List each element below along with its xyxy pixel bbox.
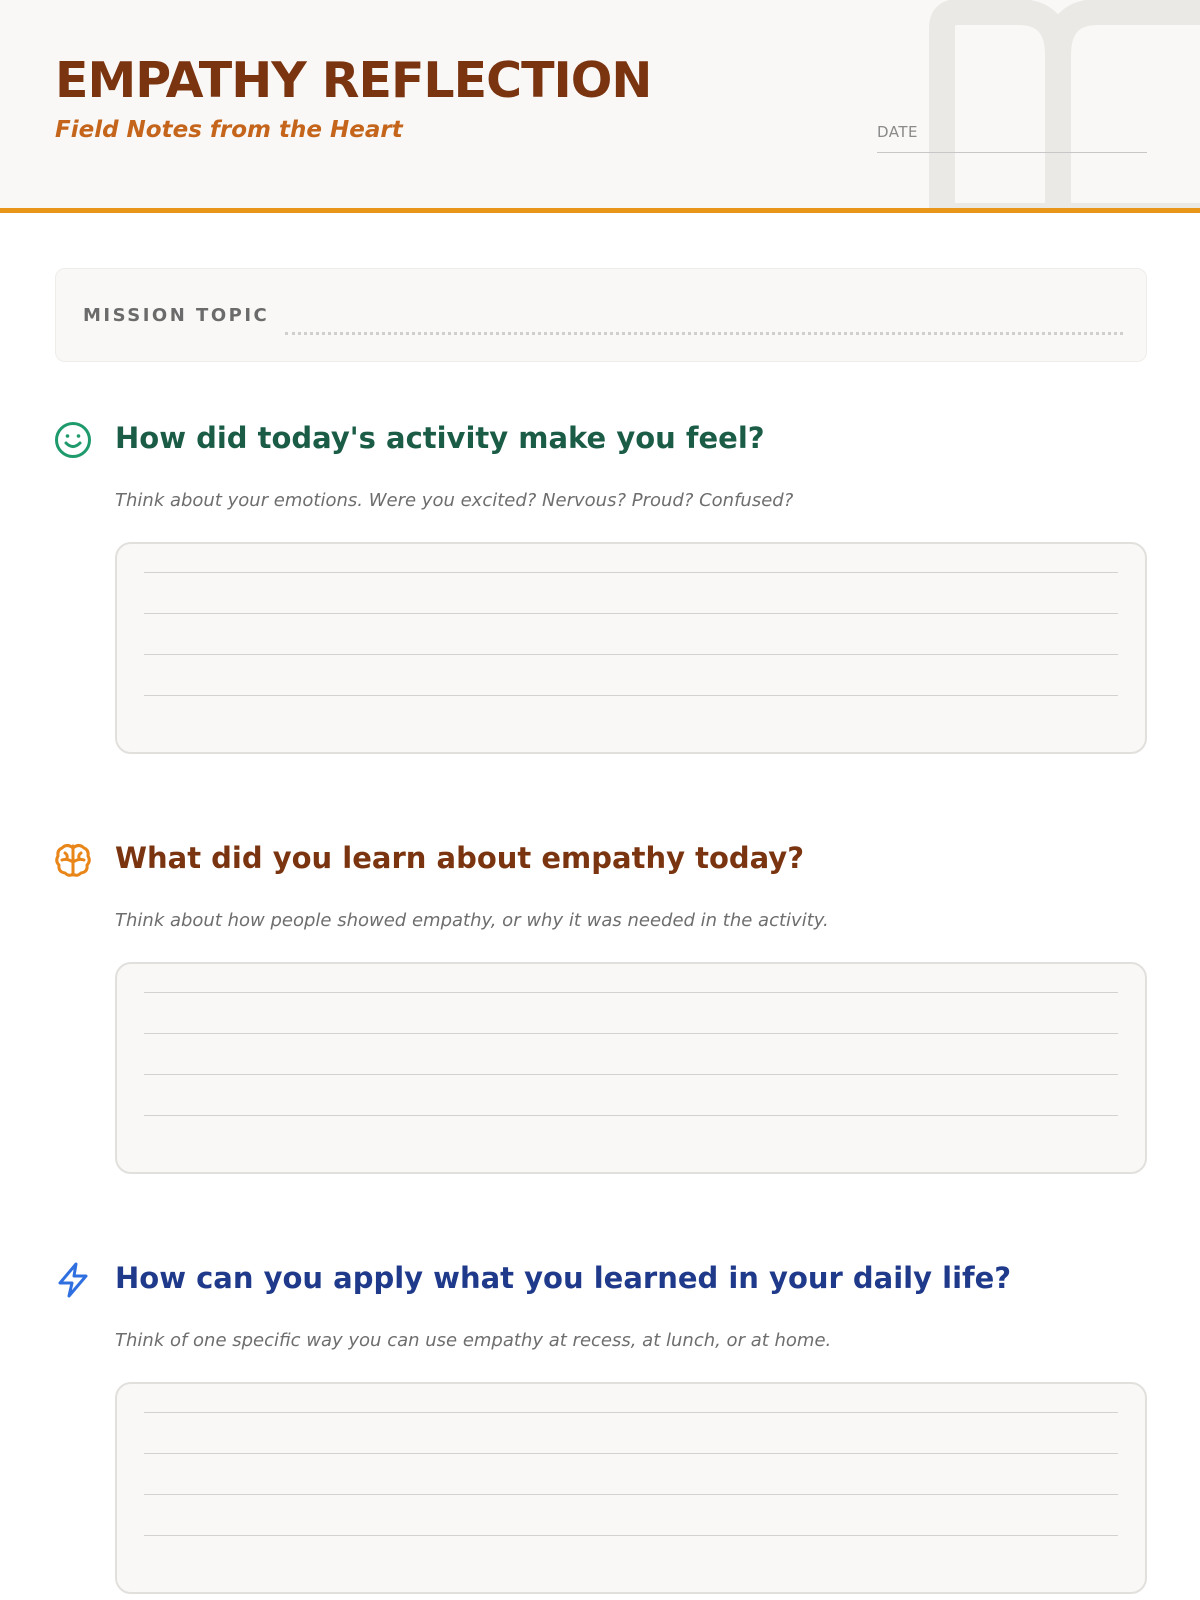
writing-line bbox=[144, 1412, 1118, 1413]
mission-topic-input-line[interactable] bbox=[285, 332, 1123, 335]
date-input-line[interactable] bbox=[877, 152, 1147, 153]
answer-box[interactable] bbox=[115, 1382, 1147, 1594]
question-hint: Think of one specific way you can use empathy at recess, at lunch, or at home. bbox=[115, 1330, 832, 1351]
page-title: EMPATHY REFLECTION bbox=[55, 52, 652, 109]
writing-line bbox=[144, 1494, 1118, 1495]
question-hint: Think about your emotions. Were you excited? Nervous? Proud? Confused? bbox=[115, 490, 794, 511]
writing-line bbox=[144, 1115, 1118, 1116]
mission-topic-label: MISSION TOPIC bbox=[83, 305, 270, 326]
writing-line bbox=[144, 1033, 1118, 1034]
mission-topic-card bbox=[55, 268, 1147, 362]
smile-icon bbox=[53, 420, 93, 460]
answer-box[interactable] bbox=[115, 542, 1147, 754]
writing-line bbox=[144, 695, 1118, 696]
book-icon bbox=[910, 0, 1200, 210]
writing-line bbox=[144, 1074, 1118, 1075]
page-subtitle: Field Notes from the Heart bbox=[55, 117, 403, 143]
date-label: DATE bbox=[877, 123, 919, 141]
page-header bbox=[0, 0, 1200, 213]
writing-line bbox=[144, 1453, 1118, 1454]
writing-line bbox=[144, 572, 1118, 573]
question-title: What did you learn about empathy today? bbox=[115, 841, 805, 875]
writing-line bbox=[144, 992, 1118, 993]
question-title: How can you apply what you learned in your daily life? bbox=[115, 1261, 1012, 1295]
lightning-icon bbox=[53, 1260, 93, 1300]
brain-icon bbox=[53, 840, 93, 880]
question-title: How did today's activity make you feel? bbox=[115, 421, 765, 455]
answer-box[interactable] bbox=[115, 962, 1147, 1174]
question-hint: Think about how people showed empathy, or why it was needed in the activity. bbox=[115, 910, 829, 931]
writing-line bbox=[144, 613, 1118, 614]
writing-line bbox=[144, 654, 1118, 655]
writing-line bbox=[144, 1535, 1118, 1536]
